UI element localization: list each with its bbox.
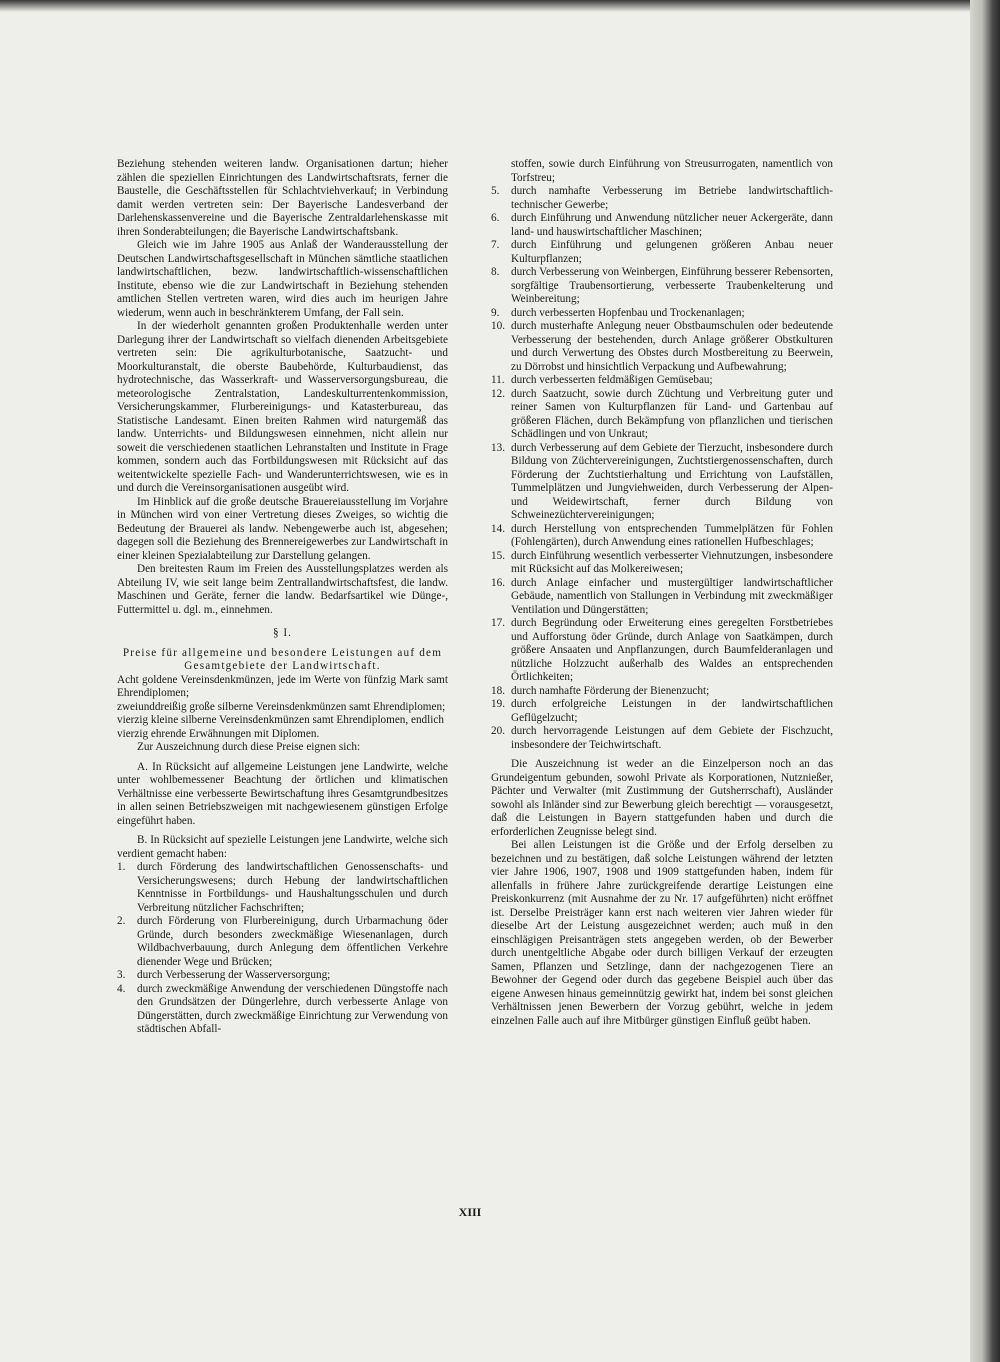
prize-line: vierzig ehrende Erwähnungen mit Diplomen. (117, 727, 320, 740)
scan-top-edge (0, 0, 1000, 12)
list-item (491, 617, 833, 685)
list-item (491, 698, 833, 725)
item-number: 16. (491, 576, 505, 589)
item-text: durch namhafte Förderung der Bienenzucht; (511, 684, 710, 697)
item-text: durch musterhafte Anlegung neuer Obstbaumschulen oder bedeutende Verbesserung der bestehenden, durch Anlage größerer Obstkulturen und durch Verwertung des Obstes durch Mostbereitung zu Beerwein, zu Dörrobst und hinsichtlich Verpackung und Aufbewahrung; (511, 320, 833, 373)
item-number: 9. (491, 306, 500, 319)
list-item (117, 861, 448, 915)
item-number: 20. (491, 725, 505, 737)
item-number: 13. (491, 441, 505, 454)
item-text: durch Saatzucht, sowie durch Züchtung und Verbreitung guter und reiner Samen von Kulturpflanzen für Land- und Gartenbau auf größeren Flächen, durch Bekämpfung von pflanzlichen und tierischen Schädlingen und von Unkraut; (511, 387, 833, 440)
paragraph: Die Auszeichnung ist weder an die Einzelperson noch an das Grundeigentum gebunden, sowohl Private als Korporationen, Nutznießer, Pächter und Verwalter (mit Zustimmung der Gutsherrschaft), Ausländer sowohl als Inländer sind zur Bewerbung gleich berechtigt — vorausgesetzt, daß die Leistungen in Bayern stattgefunden haben und durch die erforderlichen Zeugnisse belegt sind. (491, 758, 833, 838)
item-text: durch erfolgreiche Leistungen in der landwirtschaftlichen Geflügelzucht; (511, 698, 833, 724)
paragraph: In der wiederholt genannten großen Produktenhalle werden unter Darlegung ihrer der Landwirtschaft so vielfach dienenden Arbeitsgebiete vertreten sein: Die agrikulturbotanische, Saatzucht- und Moorkulturanstalt, die oberste Baubehörde, Kulturbaudienst, das hydrotechnische, das Wasserkraft- und Wasserversorgungsbureau, die meteorologische Zentralstation, Landeskulturrentenkommission, Versicherungskammer, Flurbereinigungs- und Katasterbureau, das Statistische Landesamt. Einen breiten Rahmen wird naturgemäß das landw. Unterrichts- und Bildungswesen einnehmen, nicht allein nur soweit die verschiedenen staatlichen Lehranstalten und Institute in Frage kommen, sondern auch das Fortbildungswesen mit Rücksicht auf das weitentwickelte spezielle Fach- und Wanderunterrichtswesen, wie es in und durch die Vereinsorganisationen ausgeübt wird. (117, 320, 448, 494)
item-number: 1. (117, 861, 126, 873)
item-number: 8. (491, 266, 500, 278)
item-number: 15. (491, 549, 505, 562)
item-text: durch Verbesserung von Weinbergen, Einführung besserer Rebensorten, sorgfältige Traubensortierung, verbesserte Traubenkelterung und Weinbereitung; (511, 266, 833, 305)
eligibility-intro: Zur Auszeichnung durch diese Preise eignen sich: (137, 741, 361, 753)
item-text: durch Einführung und gelungenen größeren Anbau neuer Kulturpflanzen; (511, 239, 833, 265)
item-number: 3. (117, 969, 126, 981)
item-text: durch Förderung von Flurbereinigung, durch Urbarmachung öder Gründe, durch besonders zweckmäßige Wiesenanlagen, durch Wildbachverbauung, durch Anlegung dem öffentlichen Verkehre dienender Wege und Brücken; (137, 915, 448, 968)
list-item-continuation (491, 158, 833, 185)
list-item (491, 685, 833, 699)
item-text: durch hervorragende Leistungen auf dem Gebiete der Fischzucht, insbesondere der Teichwirtschaft. (511, 725, 833, 751)
part-b: B. In Rücksicht auf spezielle Leistungen jene Landwirte, welche sich verdient gemacht haben: (117, 834, 448, 860)
item-number: 2. (117, 915, 126, 927)
list-item (491, 266, 833, 307)
list-item (491, 550, 833, 577)
paragraph: Gleich wie im Jahre 1905 aus Anlaß der Wanderausstellung der Deutschen Landwirtschaftsgesellschaft in München sämtliche staatlichen landwirtschaftlichen, bezw. landwirtschaftlich-wissenschaftlichen Institute, ebenso wie die zur Landwirtschaft in Beziehung stehenden amtlichen Stellen vertreten waren, wird dies auch im heurigen Jahre wiederum, wenn auch in beschränkterem Umfang, der Fall sein. (117, 239, 448, 319)
list-item (117, 969, 448, 983)
item-text: durch zweckmäßige Anwendung der verschiedenen Düngstoffe nach den Grundsätzen der Düngerlehre, durch verbesserte Anlage von Düngerstätten, durch zweckmäßige Einrichtung zur Verwendung von städtischen Abfall- (137, 982, 448, 1035)
item-number: 4. (117, 982, 126, 995)
item-number: 6. (491, 212, 500, 224)
item-number: 17. (491, 617, 505, 629)
prize-line: vierzig kleine silberne Vereinsdenkmünzen samt Ehrendiplomen, endlich (117, 714, 444, 726)
section-subtitle: Preise für allgemeine und besondere Leistungen auf dem Gesamtgebiete der Landwirtschaft. (122, 646, 443, 672)
scan-right-edge (970, 0, 1000, 1362)
list-item (491, 577, 833, 618)
item-text: durch Anlage einfacher und mustergültiger landwirtschaftlicher Gebäude, namentlich von Stallungen in Verbindung mit zweckmäßiger Ventilation und Düngerstätten; (511, 576, 833, 616)
item-number: 10. (491, 320, 505, 332)
item-text: durch namhafte Verbesserung im Betriebe landwirtschaftlich-technischer Gewerbe; (511, 185, 833, 211)
item-text: durch Einführung und Anwendung nützlicher neuer Ackergeräte, dann land- und hauswirtschaftlicher Maschinen; (511, 212, 833, 238)
list-item (491, 442, 833, 523)
part-a: A. In Rücksicht auf allgemeine Leistungen jene Landwirte, welche unter wohlbemessener Beachtung der örtlichen und klimatischen Verhältnisse eine verbesserte Bewirtschaftung ihres Gesamtgrundbesitzes in allen seinen Betriebszweigen mit nachgewiesenem günstigen Erfolge eingeführt haben. (117, 760, 448, 827)
right-column (491, 158, 833, 1028)
paragraph: Bei allen Leistungen ist die Größe und der Erfolg derselben zu bezeichnen und zu bestätigen, daß solche Leistungen während der letzten vier Jahre 1906, 1907, 1908 und 1909 stattgefunden haben, indem für allenfalls in frühere Jahre zurückgreifende derartige Leistungen eine Preiskonkurrenz (mit Ausnahme der zu Nr. 17 aufgeführten) nicht eröffnet ist. Derselbe Preisträger kann erst nach weiteren vier Jahren wieder für dieselbe Art der Leistung ausgezeichnet werden; auch muß in den einschlägigen Preisanträgen stets angegeben werden, ob der Bewerber durch unentgeltliche Abgabe oder durch billigen Verkauf der erzeugten Samen, Pflanzen und Setzlinge, dann der nachgezogenen Tiere an Bewohner der Gegend oder durch das gegebene Beispiel auch über das eigene Anwesen hinaus gemeinnützig gewirkt hat, indem bei sonst gleichen Verhältnissen jenen Bewerbern der Vorzug gebührt, welche in jedem einzelnen Falle auch auf ihre Mitbürger günstigen Einfluß geübt haben. (491, 839, 833, 1027)
item-text: durch Förderung des landwirtschaftlichen Genossenschafts- und Versicherungswesens; durch Hebung der landwirtschaftlichen Kenntnisse in Fortbildungs- und Haushaltungsschulen und durch Verbreitung nützlicher Fachschriften; (137, 861, 448, 914)
prize-list (117, 674, 448, 742)
item-text: durch verbesserten feldmäßigen Gemüsebau; (511, 374, 713, 386)
list-item (491, 320, 833, 374)
list-item (117, 983, 448, 1037)
prize-line: Acht goldene Vereinsdenkmünzen, jede im Werte von fünfzig Mark samt Ehrendiplomen; (117, 673, 448, 699)
item-text: durch Begründung oder Erweiterung eines geregelten Forstbetriebes und Aufforstung öder Gründe, durch Anlage von Saatkämpen, durch größere Ansaaten und Anpflanzungen, durch Baumfelderanlagen und nützliche Holzzucht außerhalb des Waldes an entsprechenden Örtlichkeiten; (511, 617, 833, 683)
page-number: XIII (458, 1205, 482, 1219)
item-text: durch Einführung wesentlich verbesserter Viehnutzungen, insbesondere mit Rücksicht auf das Molkereiwesen; (511, 549, 833, 575)
item-text: durch Verbesserung der Wasserversorgung; (137, 969, 331, 981)
list-item (491, 307, 833, 321)
list-item (491, 374, 833, 388)
item-number: 14. (491, 522, 505, 535)
list-item (491, 388, 833, 442)
list-item (117, 915, 448, 969)
list-item (491, 212, 833, 239)
item-number: 18. (491, 684, 505, 697)
paragraph: Im Hinblick auf die große deutsche Brauereiausstellung im Vorjahre in München wird von einer Vertretung dieses Zweiges, so wichtig die Bedeutung der Brauerei als landw. Nebengewerbe auch ist, abgesehen; dagegen soll die Beziehung des Brennereigewerbes zur Landwirtschaft in einer kleinen Spezialabteilung zur Darstellung gelangen. (117, 495, 448, 562)
paragraph: Beziehung stehenden weiteren landw. Organisationen dartun; hieher zählen die speziellen Einrichtungen des Landwirtschaftsrats, ferner die Baustelle, die Geschäftsstellen für Schlachtviehverkauf; in Verbindung damit werden vertreten sein: Der Bayerische Landesverband der Darlehenskassenvereine und die Bayerische Zentraldarlehenskasse mit ihren Sonderabteilungen; die Bayerische Landwirtschaftsbank. (117, 158, 448, 238)
item-number: 7. (491, 239, 500, 251)
left-column (117, 158, 448, 1037)
paragraph: Den breitesten Raum im Freien des Ausstellungsplatzes werden als Abteilung IV, wie seit lange beim Zentrallandwirtschaftsfest, die landw. Maschinen und Geräte, ferner die landw. Bedarfsartikel wie Dünge-, Futtermittel u. dgl. m., einnehmen. (117, 563, 448, 616)
list-item (491, 185, 833, 212)
list-item (491, 725, 833, 752)
item-text: durch Herstellung von entsprechenden Tummelplätzen für Fohlen (Fohlengärten), durch Anwendung eines rationellen Hufbeschlages; (511, 522, 833, 548)
item-text: stoffen, sowie durch Einführung von Streusurrogaten, namentlich von Torfstreu; (511, 158, 833, 184)
item-number: 5. (491, 185, 500, 197)
section-heading: § I. (273, 627, 292, 639)
item-number: 11. (491, 374, 505, 386)
item-number: 12. (491, 387, 505, 400)
item-text: durch Verbesserung auf dem Gebiete der Tierzucht, insbesondere durch Bildung von Züchtervereinigungen, Zuchtstiergenossenschaften, durch Förderung der Zuchtstierhaltung und Errichtung von Laufställen, Tummelplätzen und Jungviehweiden, durch Verbesserung der Alpen- und Weidewirtschaft, ferner durch Bildung von Schweinezüchtervereinigungen; (511, 441, 833, 521)
item-text: durch verbesserten Hopfenbau und Trockenanlagen; (511, 306, 745, 319)
list-item (491, 523, 833, 550)
prize-line: zweiunddreißig große silberne Vereinsdenkmünzen samt Ehrendiplomen; (117, 700, 446, 713)
list-item (491, 239, 833, 266)
item-number: 19. (491, 698, 505, 710)
